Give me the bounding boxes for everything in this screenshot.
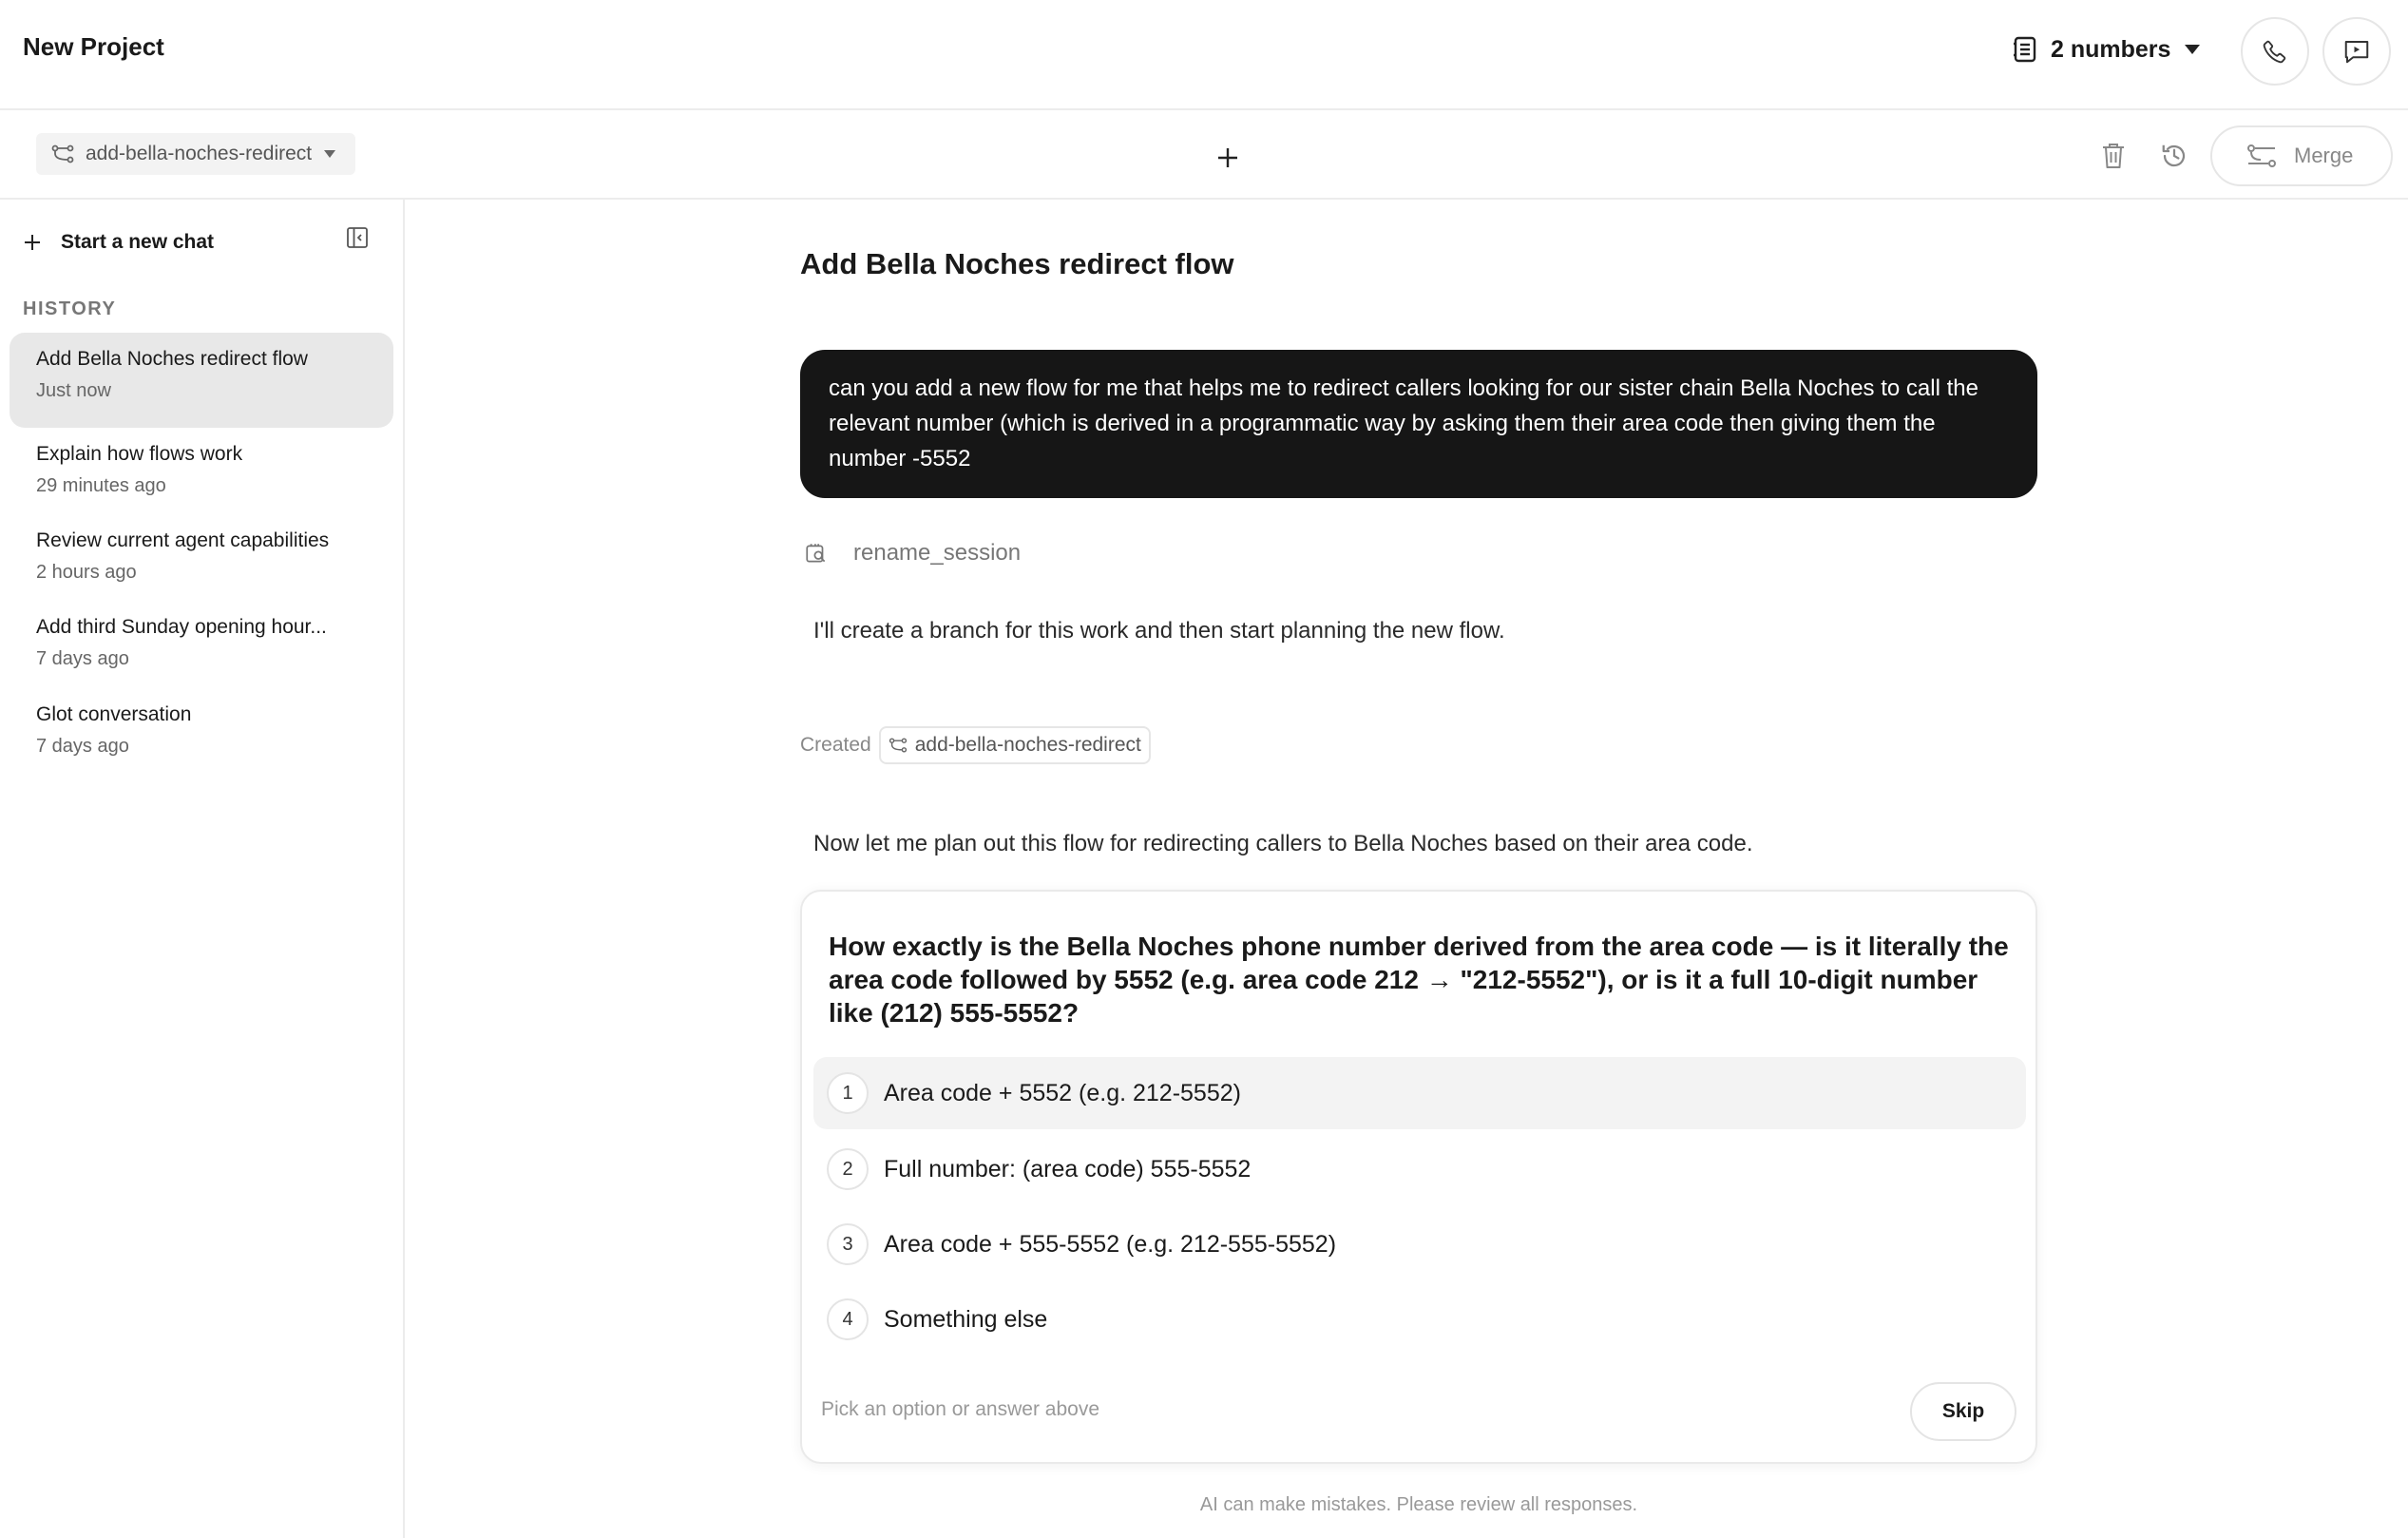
tool-call-name: rename_session <box>853 540 1022 566</box>
sidebar-collapse-icon <box>346 226 369 249</box>
question-text: How exactly is the Bella Noches phone number derived from the area code — is it literally the area code followed by 5552 (e.g. area code 212 → "212-5552"), or is it a full 10-digit number like (212) 555-5552? <box>829 932 2009 1028</box>
numbers-label: 2 numbers <box>2051 35 2171 63</box>
version-history-button[interactable] <box>2155 137 2193 175</box>
history-item-title: Review current agent capabilities <box>36 529 330 551</box>
option-number: 2 <box>827 1148 869 1190</box>
history-item[interactable] <box>10 616 393 692</box>
history-heading: HISTORY <box>23 298 117 319</box>
project-title: New Project <box>23 32 164 61</box>
merge-button[interactable] <box>2210 125 2393 186</box>
numbers-dropdown[interactable] <box>2013 29 2201 70</box>
history-item[interactable] <box>10 529 393 606</box>
top-header <box>0 0 2408 110</box>
question-card <box>800 890 2037 1464</box>
branch-toolbar <box>0 110 2408 200</box>
chat-play-icon <box>2342 37 2371 66</box>
created-branch-row <box>800 726 1151 764</box>
caret-down-icon <box>2184 44 2201 55</box>
plus-icon <box>23 233 42 252</box>
branch-selector[interactable] <box>36 133 355 175</box>
branch-name: add-bella-noches-redirect <box>86 143 313 164</box>
merge-label: Merge <box>2294 144 2354 167</box>
delete-branch-button[interactable] <box>2094 137 2132 175</box>
option-text: Full number: (area code) 555-5552 <box>884 1155 1252 1182</box>
chat-test-button[interactable] <box>2322 17 2391 86</box>
history-item-time: Just now <box>36 380 111 401</box>
user-message: can you add a new flow for me that helps me to redirect callers looking for our sister chain Bella Noches to call the relevant number (which is derived in a programmatic way by asking them their area code then giving them the number -5552 <box>800 350 2037 498</box>
history-item-time: 7 days ago <box>36 648 129 669</box>
branch-icon <box>51 144 74 163</box>
answer-option[interactable] <box>813 1133 2026 1205</box>
trash-icon <box>2101 142 2126 170</box>
history-item-time: 29 minutes ago <box>36 475 166 496</box>
history-item-title: Add Bella Noches redirect flow <box>36 348 308 370</box>
history-item-time: 7 days ago <box>36 736 129 757</box>
phonebook-icon <box>2013 36 2037 63</box>
answer-option[interactable] <box>813 1057 2026 1129</box>
option-text: Area code + 5552 (e.g. 212-5552) <box>884 1079 1241 1106</box>
option-number: 3 <box>827 1223 869 1265</box>
tool-icon <box>804 541 829 566</box>
created-branch-chip[interactable] <box>879 726 1151 764</box>
new-chat-label: Start a new chat <box>61 231 215 253</box>
add-button[interactable] <box>1209 139 1247 177</box>
merge-icon <box>2246 144 2277 168</box>
chat-history-sidebar <box>0 200 405 1538</box>
assistant-message: Now let me plan out this flow for redirecting callers to Bella Noches based on their area code. <box>813 831 1753 856</box>
history-item-time: 2 hours ago <box>36 562 137 583</box>
option-text: Area code + 555-5552 (e.g. 212-555-5552) <box>884 1230 1337 1258</box>
ai-disclaimer: AI can make mistakes. Please review all responses. <box>1199 1494 1638 1515</box>
history-item[interactable] <box>10 333 393 428</box>
phone-icon <box>2262 38 2288 65</box>
history-item[interactable] <box>10 443 393 519</box>
history-item-title: Add third Sunday opening hour... <box>36 616 327 638</box>
chat-title: Add Bella Noches redirect flow <box>800 247 1234 280</box>
history-item-title: Glot conversation <box>36 703 192 725</box>
created-label: Created <box>800 734 871 756</box>
answer-option[interactable] <box>813 1208 2026 1280</box>
answer-option[interactable] <box>813 1283 2026 1355</box>
call-button[interactable] <box>2241 17 2309 86</box>
history-item[interactable] <box>10 703 393 779</box>
caret-down-icon <box>323 149 336 159</box>
history-item-title: Explain how flows work <box>36 443 243 465</box>
answer-input[interactable] <box>821 1386 1904 1433</box>
tool-call-row[interactable] <box>804 540 1021 567</box>
branch-icon <box>889 738 908 753</box>
option-text: Something else <box>884 1305 1048 1333</box>
assistant-message: I'll create a branch for this work and then start planning the new flow. <box>813 618 1505 644</box>
option-number: 4 <box>827 1298 869 1340</box>
history-icon <box>2160 142 2188 170</box>
new-chat-button[interactable] <box>23 219 214 266</box>
skip-button[interactable]: Skip <box>1910 1382 2016 1441</box>
collapse-sidebar-button[interactable] <box>342 222 373 253</box>
plus-icon <box>1215 145 1240 170</box>
option-number: 1 <box>827 1072 869 1114</box>
created-branch-name: add-bella-noches-redirect <box>914 734 1141 756</box>
